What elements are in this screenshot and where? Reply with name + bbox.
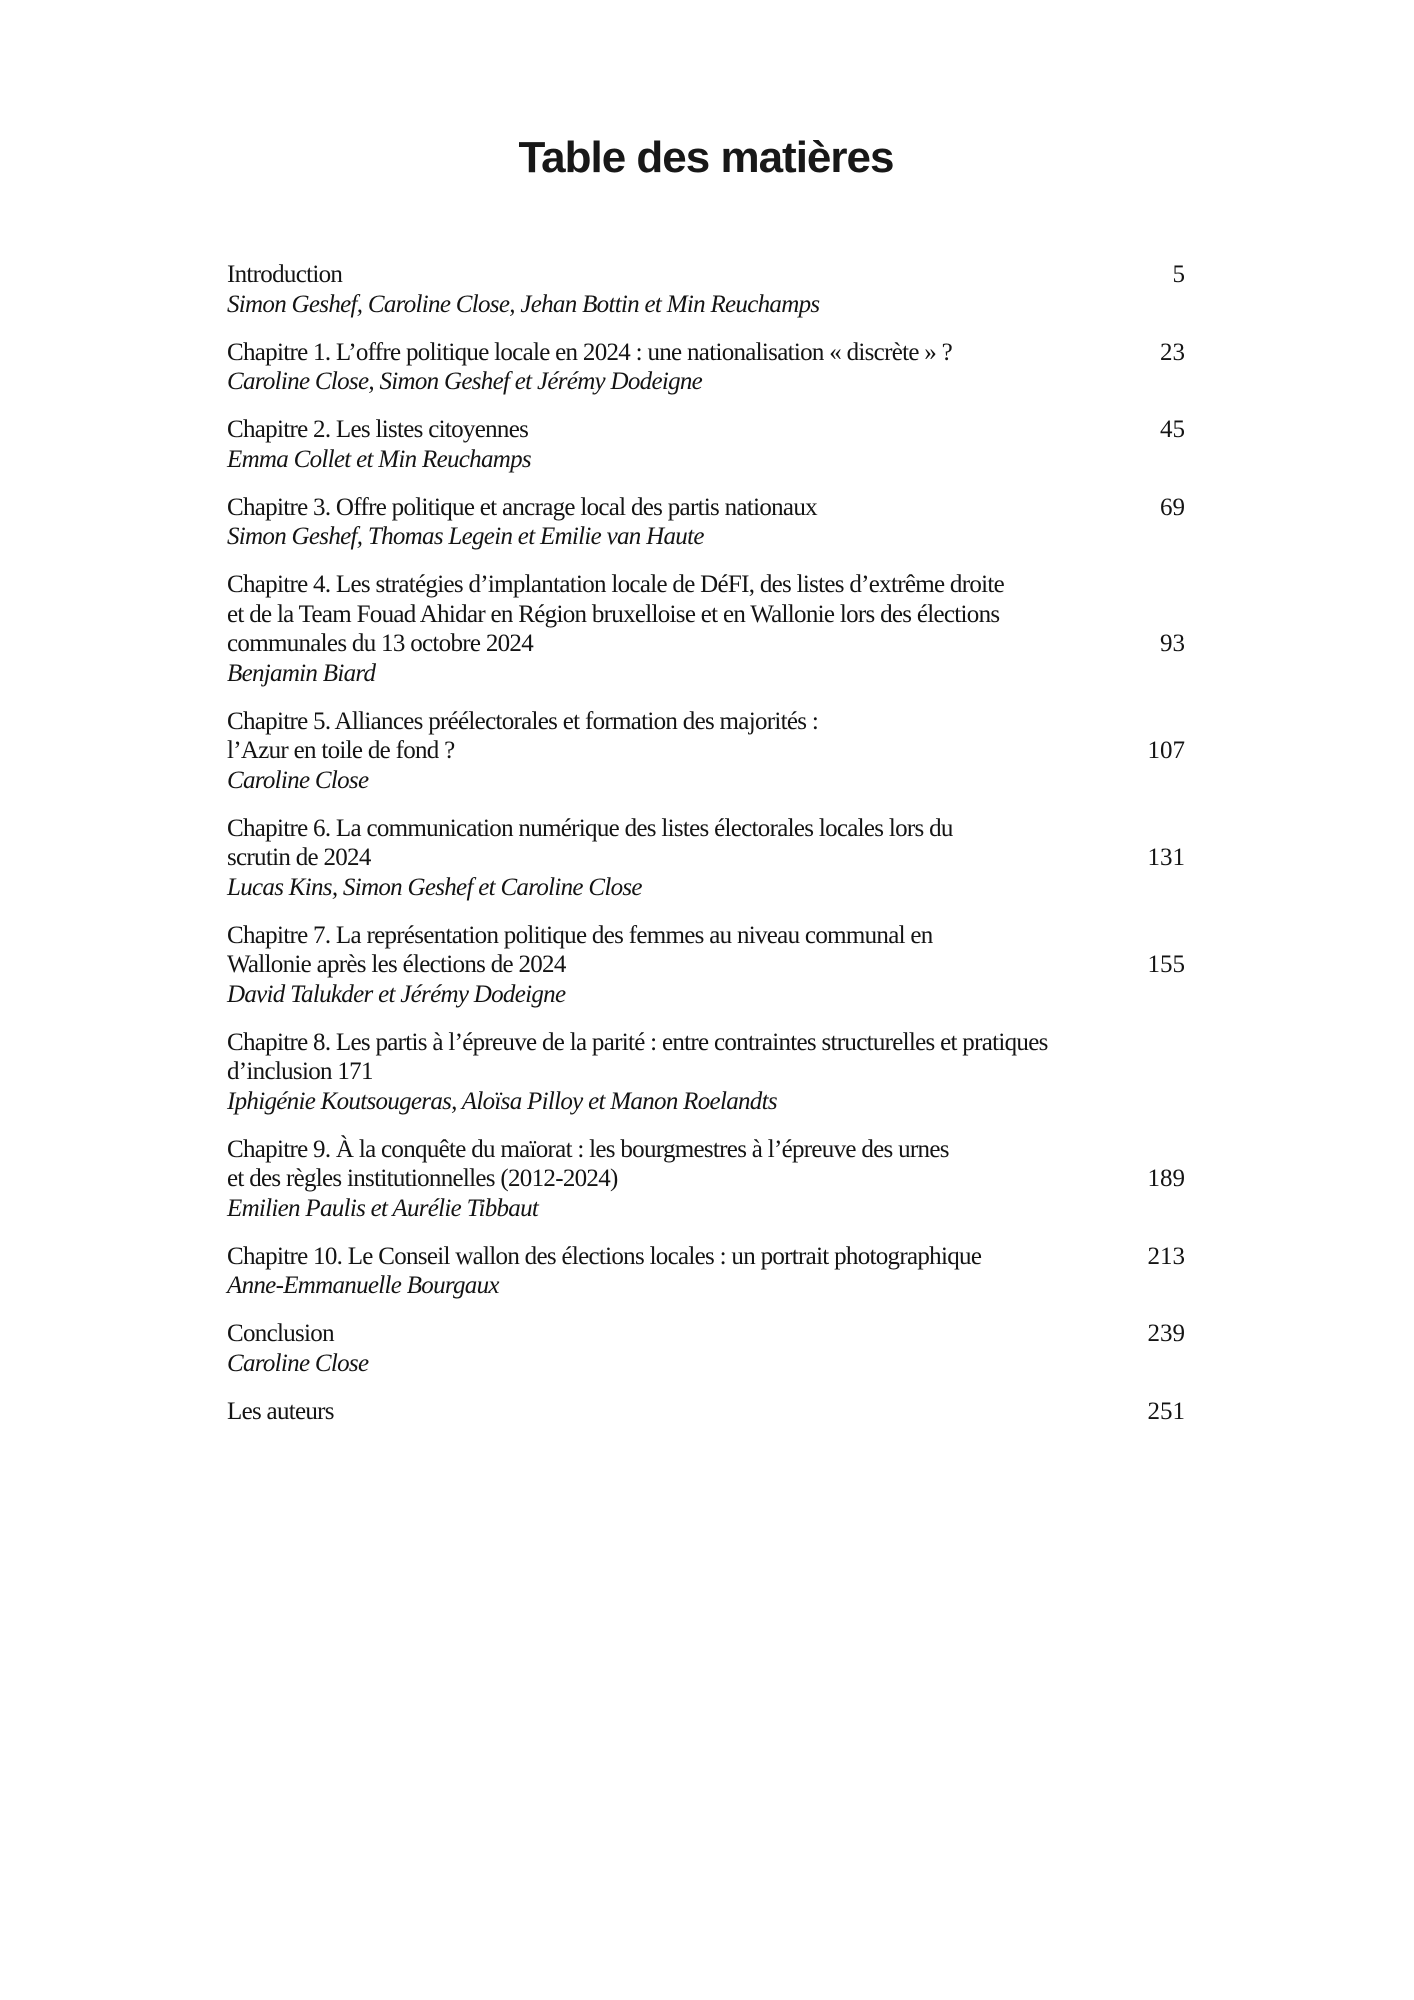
toc-entry-authors: Simon Geshef, Caroline Close, Jehan Bottin et Min Reuchamps <box>227 290 820 318</box>
toc-entry-line <box>227 1028 1185 1058</box>
toc-page-number: 213 <box>1147 1242 1185 1270</box>
toc-entry-line <box>227 415 1185 445</box>
toc-page-number: 5 <box>1172 261 1185 288</box>
toc-entry <box>227 1135 1185 1224</box>
toc-entry-title: d’inclusion 171 <box>227 1058 373 1085</box>
toc-entry-title: Chapitre 5. Alliances préélectorales et formation des majorités : <box>227 707 819 735</box>
toc-entry-authors: Emma Collet et Min Reuchamps <box>227 445 531 473</box>
toc-page-number: 107 <box>1147 737 1185 764</box>
toc-page-number: 189 <box>1147 1165 1185 1192</box>
toc-entry-authors: Lucas Kins, Simon Geshef et Caroline Close <box>227 873 642 901</box>
toc-page-number: 69 <box>1160 493 1185 521</box>
toc-entry-title: Conclusion <box>227 1320 334 1347</box>
toc-entry-title: Chapitre 7. La représentation politique des femmes au niveau communal en <box>227 921 933 949</box>
toc-entry <box>227 814 1185 903</box>
toc-entry <box>227 1028 1185 1117</box>
toc-entry-line <box>227 921 1185 951</box>
toc-entry-title: Chapitre 10. Le Conseil wallon des élections locales : un portrait photographique <box>227 1242 982 1270</box>
toc-entry-authors: Caroline Close, Simon Geshef et Jérémy Dodeigne <box>227 368 703 395</box>
toc-entry-line <box>227 570 1185 600</box>
toc-entry-line <box>227 707 1185 737</box>
toc-entry-line <box>227 843 1185 873</box>
toc-entry <box>227 415 1185 474</box>
toc-page-number: 251 <box>1147 1397 1185 1425</box>
toc-page-number: 45 <box>1160 416 1185 443</box>
toc-entry-line <box>227 1242 1185 1272</box>
toc-page-number: 131 <box>1147 844 1185 871</box>
toc-entry-title: et des règles institutionnelles (2012-2024) <box>227 1165 618 1192</box>
toc-entry <box>227 1319 1185 1378</box>
toc-entry-line <box>227 629 1185 659</box>
toc-page-number: 23 <box>1160 338 1185 366</box>
toc-entry-authors: Caroline Close <box>227 766 369 794</box>
toc-entry-title: Chapitre 4. Les stratégies d’implantation locale de DéFI, des listes d’extrême droite <box>227 571 1005 598</box>
toc-entry-line <box>227 1397 1185 1427</box>
toc-entry-title: communales du 13 octobre 2024 <box>227 630 534 657</box>
toc-page-number: 239 <box>1147 1320 1185 1347</box>
toc-entry-title: Chapitre 3. Offre politique et ancrage local des partis nationaux <box>227 493 817 521</box>
toc-entry-title: scrutin de 2024 <box>227 844 371 871</box>
toc-entry-title: Chapitre 1. L’offre politique locale en 2024 : une nationalisation « discrète » ? <box>227 338 953 366</box>
toc-entry-line <box>227 1057 1185 1087</box>
table-of-contents <box>227 260 1185 1426</box>
page-title: Table des matières <box>518 133 894 183</box>
toc-entry-title: l’Azur en toile de fond ? <box>227 737 455 764</box>
toc-entry-line <box>227 1135 1185 1165</box>
toc-entry <box>227 260 1185 319</box>
toc-entry-authors: Emilien Paulis et Aurélie Tibbaut <box>227 1194 539 1222</box>
toc-entry <box>227 921 1185 1010</box>
toc-entry-authors: Iphigénie Koutsougeras, Aloïsa Pilloy et Manon Roelandts <box>227 1087 777 1115</box>
toc-entry-title: Introduction <box>227 261 343 288</box>
toc-entry-authors: Anne-Emmanuelle Bourgaux <box>227 1272 499 1299</box>
toc-entry-line <box>227 600 1185 630</box>
toc-entry-title: Chapitre 8. Les partis à l’épreuve de la parité : entre contraintes structurelles et pratiques <box>227 1028 1048 1056</box>
toc-entry-line <box>227 1164 1185 1194</box>
toc-entry-title: Chapitre 9. À la conquête du maïorat : les bourgmestres à l’épreuve des urnes <box>227 1135 949 1163</box>
toc-entry-line <box>227 1319 1185 1349</box>
toc-entry <box>227 493 1185 552</box>
toc-entry-title: Chapitre 2. Les listes citoyennes <box>227 416 529 443</box>
toc-entry <box>227 570 1185 688</box>
toc-entry-title: Chapitre 6. La communication numérique des listes électorales locales lors du <box>227 814 953 842</box>
toc-page-number: 155 <box>1147 951 1185 978</box>
toc-entry-line <box>227 736 1185 766</box>
toc-entry <box>227 338 1185 397</box>
toc-entry-line <box>227 260 1185 290</box>
toc-entry-title: Les auteurs <box>227 1397 334 1425</box>
toc-entry-authors: Simon Geshef, Thomas Legein et Emilie van Haute <box>227 523 704 550</box>
toc-entry <box>227 707 1185 796</box>
toc-page-number: 93 <box>1160 630 1185 657</box>
toc-entry-authors: David Talukder et Jérémy Dodeigne <box>227 980 566 1008</box>
toc-entry-authors: Caroline Close <box>227 1349 369 1377</box>
toc-entry <box>227 1397 1185 1427</box>
toc-entry-line <box>227 950 1185 980</box>
toc-entry-line <box>227 493 1185 523</box>
toc-entry-title: Wallonie après les élections de 2024 <box>227 951 566 978</box>
toc-entry-authors: Benjamin Biard <box>227 659 376 687</box>
toc-entry-title: et de la Team Fouad Ahidar en Région bruxelloise et en Wallonie lors des élections <box>227 600 1000 628</box>
toc-entry-line <box>227 338 1185 368</box>
toc-entry-line <box>227 814 1185 844</box>
toc-entry <box>227 1242 1185 1301</box>
